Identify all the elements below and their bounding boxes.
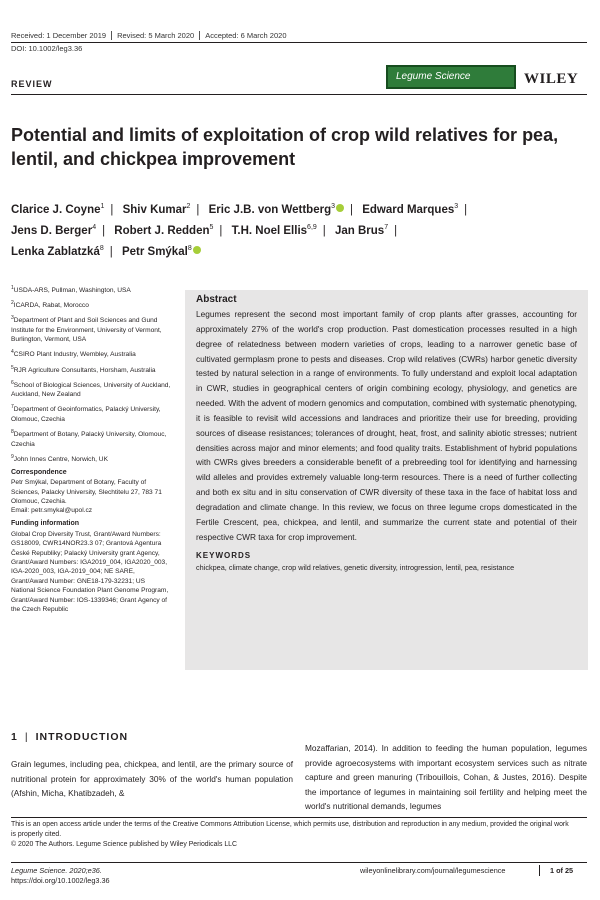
page-number: 1 of 25 bbox=[550, 866, 574, 875]
affiliation: $^7$Department of Geoinformatics, Palacký University, Olomouc, Czechia bbox=[11, 404, 161, 423]
funding-text: Global Crop Diversity Trust, Grant/Award Numbers: GS18009, CWR14NOR23.3 07; Grantová Agentura České Republiky; Palacký University grant Agency, Grant/Award Numbers: IGA2019_004, IGA2020_003, IGA-2020_003, IGA-2019_004; NE SARE, Grant/Award Number: GNE18-179-32231; US National Science Foundation Plant Genome Program, Grant/Award Number: IOS-1339346; Grant Agency of the Czech Republic bbox=[11, 530, 169, 613]
affiliation: $^2$ICARDA, Rabat, Morocco bbox=[11, 300, 89, 310]
intro-column-2: Mozaffarian, 2014). In addition to feeding the human population, legumes provide agroecosystems with important ecosystem services such as nitrate capture and green manuring (Tribouillois, Cohan, & Justes, 2016). Despite the importance of legumes in maintaining soil fertility and helping meet the world's nutritional demands, legumes bbox=[305, 743, 587, 812]
author[interactable]: Petr Smýkal$^8$ bbox=[122, 246, 201, 258]
accepted-date: Accepted: 6 March 2020 bbox=[205, 31, 287, 40]
abstract-box bbox=[185, 290, 588, 670]
intro-column-1: Grain legumes, including pea, chickpea, and lentil, are the primary source of nutritional protein for approximately 30% of the world's human population (Afshin, Micha, Khatibzadeh, & bbox=[11, 759, 293, 799]
orcid-icon[interactable] bbox=[193, 246, 201, 254]
license-rule bbox=[11, 817, 587, 818]
article-dates bbox=[11, 31, 287, 40]
footer-citation bbox=[11, 866, 110, 886]
doi-link[interactable]: https://doi.org/10.1002/leg3.36 bbox=[11, 876, 110, 885]
author[interactable]: Jan Brus$^7$ bbox=[334, 224, 389, 238]
article-title: Potential and limits of exploitation of crop wild relatives for pea, lentil, and chickpea improvement bbox=[11, 125, 559, 169]
correspondence-text: Petr Smýkal, Department of Botany, Faculty of Sciences, Palacky University, Slechtitelu 27, 783 71 Olomouc, Czechia. Email: petr.smykal@upol.cz bbox=[11, 479, 162, 515]
publisher-logo: WILEY bbox=[524, 71, 579, 87]
divider bbox=[539, 865, 540, 876]
keywords: chickpea, climate change, crop wild relatives, genetic diversity, introgression, lentil, pea, resistance bbox=[196, 562, 515, 572]
journal-url[interactable]: wileyonlinelibrary.com/journal/legumescience bbox=[360, 866, 506, 875]
author[interactable]: Edward Marques$^3$ bbox=[362, 203, 459, 216]
affiliation: $^8$Department of Botany, Palacký University, Olomouc, Czechia bbox=[11, 428, 167, 448]
correspondence-email[interactable]: Email: petr.smykal@upol.cz bbox=[11, 507, 93, 515]
funding-heading: Funding information bbox=[11, 520, 80, 528]
license-note bbox=[11, 820, 571, 850]
revised-date: Revised: 5 March 2020 bbox=[117, 31, 195, 40]
affiliation: $^4$CSIRO Plant Industry, Wembley, Australia bbox=[11, 349, 136, 359]
author[interactable]: T.H. Noel Ellis$^{6,9}$ bbox=[231, 224, 317, 238]
divider bbox=[199, 31, 200, 40]
section-label: REVIEW bbox=[11, 79, 53, 89]
author[interactable]: Clarice J. Coyne$^1$ bbox=[11, 203, 105, 216]
affiliation: $^1$USDA-ARS, Pullman, Washington, USA bbox=[11, 285, 131, 295]
abstract-body: Legumes represent the second most important family of crop plants after grasses, accounting for approximately 27% of the world's crop production. Past domestication processes resulted in a high degree of relatedness between modern varieties of crops, leading to a narrower genetic base of cultivated germplasm prone to pests and diseases. Crop wild relatives (CWRs) harbor genetic diversity tested by natural selection in a range of environments. To fully understand and exploit local adaptation in CWR, studies in geographical centers of origin combining ecology, physiology, and genetics are needed. With the advent of modern genomics and computation, combined with systematic phenotyping, it is feasible to revisit wild accessions and landraces and prioritize their use for breeding, providing sources of disease resistances; tolerances of drought, heat, frost, and salinity abiotic stresses; nutrient densities across major and minor elements; and food quality traits. Establishment of hybrid populations with CWRs gives breeders a considerable benefit of a prebreeding tool for identifying and harnessing wild alleles and provides extremely valuable long-term resources. There is a need of further collecting and both ex situ and in situ conservation of CWR diversity of these taxa in the face of habitat loss and degradation and climate change. In this review, we focus on three legume crops domesticated in the Fertile Crescent, pea, chickpea, and lentil, and summarize the current state and potential of their respective CWR taxa for crop improvement. bbox=[196, 309, 577, 542]
copyright: © 2020 The Authors. Legume Science published by Wiley Periodicals LLC bbox=[11, 841, 237, 848]
keywords-heading: KEYWORDS bbox=[196, 550, 252, 560]
affiliation: $^5$RJR Agriculture Consultants, Horsham, Australia bbox=[11, 364, 156, 374]
received-date: Received: 1 December 2019 bbox=[11, 31, 107, 40]
abstract-heading: Abstract bbox=[196, 294, 237, 305]
section-rule bbox=[11, 94, 587, 95]
affiliation: $^6$School of Biological Sciences, University of Auckland, Auckland, New Zealand bbox=[11, 379, 171, 399]
journal-logo: Legume Science bbox=[386, 65, 516, 89]
top-rule bbox=[11, 42, 587, 43]
footer-rule bbox=[11, 862, 587, 863]
author-list: Clarice J. Coyne$^1$ | Shiv Kumar$^2$ | Eric J.B. von Wettberg$^3$ | Edward Marques$^3$ | Jens D. Berger$^4$ | Robert J. Redden$^5$ | T.H. Noel Ellis$^{6,9}$ | Jan Brus$^7$ | Lenka Zablatzká$^8$ | Petr Smýkal$^8$ bbox=[11, 203, 468, 259]
orcid-icon[interactable] bbox=[336, 204, 344, 212]
author[interactable]: Shiv Kumar$^2$ bbox=[122, 203, 191, 216]
author[interactable]: Lenka Zablatzká$^8$ bbox=[11, 245, 104, 259]
author[interactable]: Eric J.B. von Wettberg$^3$ bbox=[209, 204, 344, 216]
author[interactable]: Jens D. Berger$^4$ bbox=[11, 224, 97, 238]
divider bbox=[111, 31, 112, 40]
license-text: This is an open access article under the terms of the Creative Commons Attribution License, which permits use, distribution and reproduction in any medium, provided the original work is properly cited. bbox=[11, 821, 569, 838]
introduction-heading: 1 | INTRODUCTION bbox=[11, 731, 129, 743]
affiliation: $^9$John Innes Centre, Norwich, UK bbox=[11, 453, 108, 463]
doi[interactable]: DOI: 10.1002/leg3.36 bbox=[11, 44, 83, 53]
citation: Legume Science. 2020;e36. bbox=[11, 866, 102, 875]
affiliations bbox=[11, 284, 171, 618]
affiliation: $^3$Department of Plant and Soil Sciences and Gund Institute for the Environment, University of Vermont, Burlington, Vermont, USA bbox=[11, 315, 162, 344]
author[interactable]: Robert J. Redden$^5$ bbox=[114, 224, 214, 238]
correspondence-heading: Correspondence bbox=[11, 468, 67, 476]
